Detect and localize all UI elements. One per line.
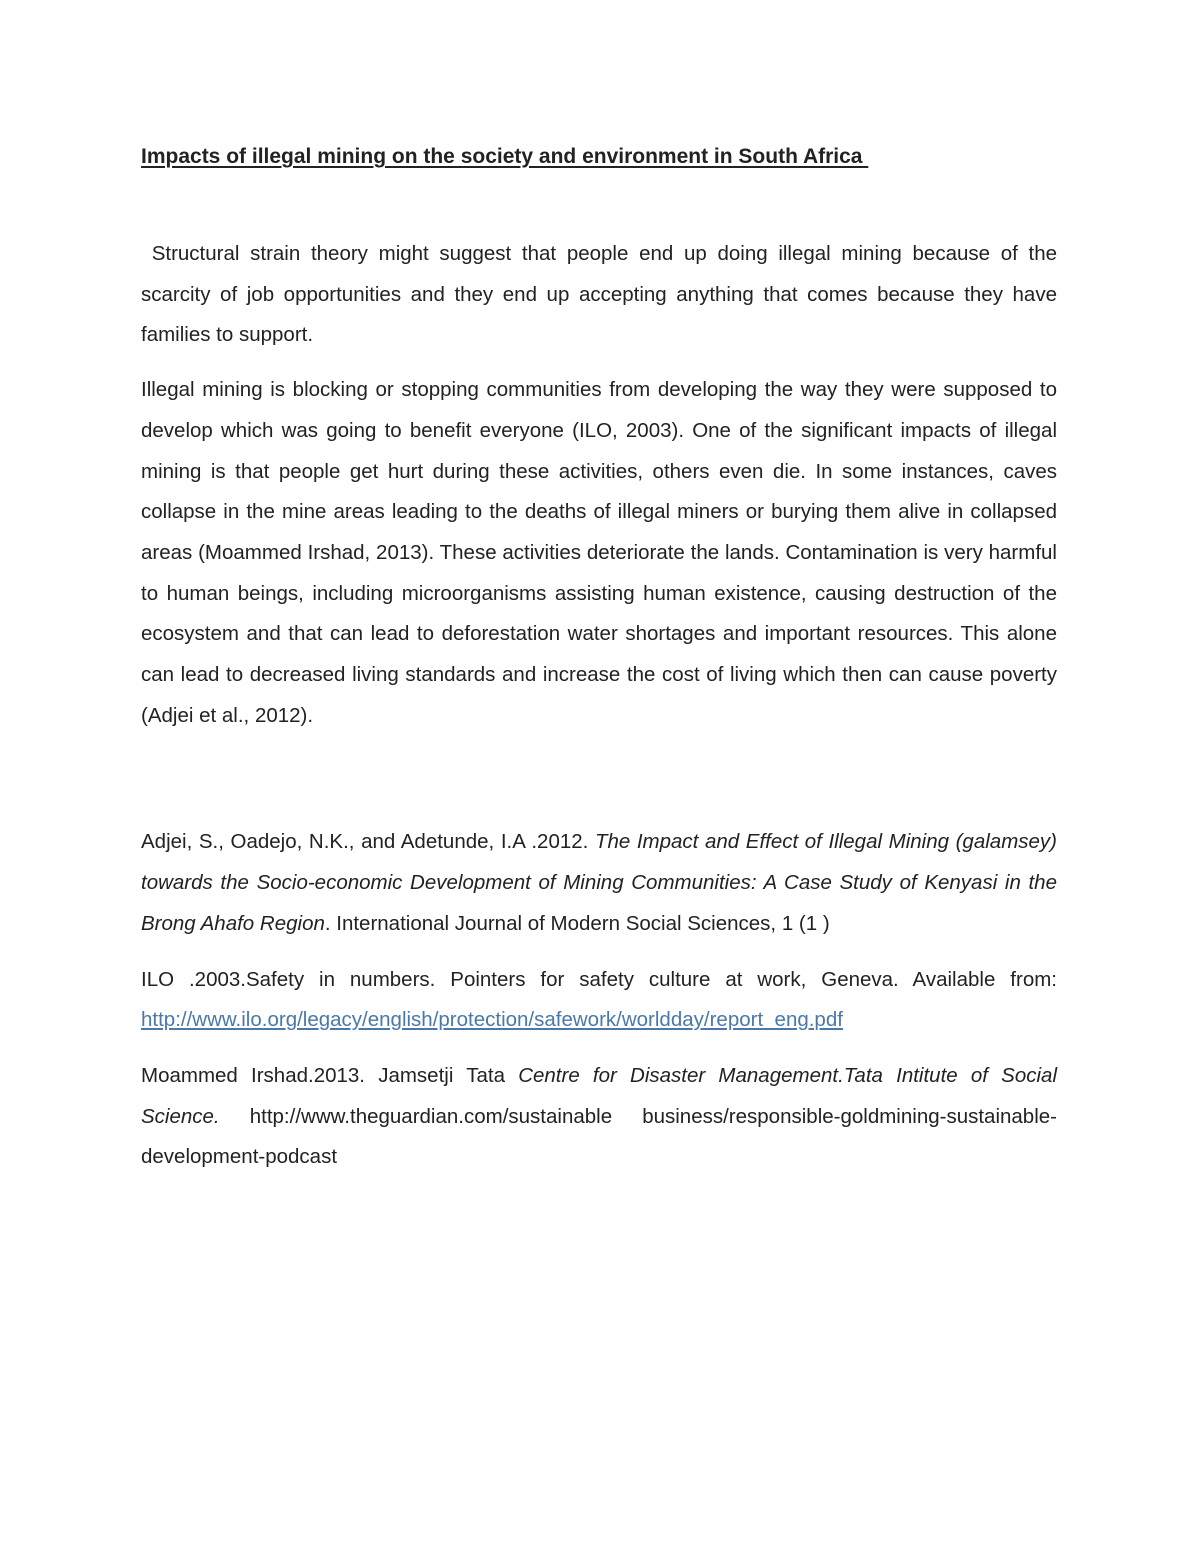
reference-adjei [141, 822, 1057, 944]
reference-irshad-author: Moammed Irshad.2013. Jamsetji Tata [141, 1063, 519, 1087]
reference-adjei-title: The Impact and Effect of Illegal Mining (galamsey) towards the Socio-economic Development of Mining Communities: A Case Study of Kenyasi in the Brong Ahafo Region [141, 830, 1057, 935]
paragraph-impacts: Illegal mining is blocking or stopping communities from developing the way they were supposed to develop which was going to benefit everyone (ILO, 2003). One of the significant impacts of illegal mining is that people get hurt during these activities, others even die. In some instances, caves collapse in the mine areas leading to the deaths of illegal miners or burying them alive in collapsed areas (Moammed Irshad, 2013). These activities deteriorate the lands. Contamination is very harmful to human beings, including microorganisms assisting human existence, causing destruction of the ecosystem and that can lead to deforestation water shortages and important resources. This alone can lead to decreased living standards and increase the cost of living which then can cause poverty (Adjei et al., 2012). [141, 378, 1057, 727]
reference-ilo [141, 960, 1057, 1041]
reference-irshad [141, 1056, 1057, 1178]
reference-irshad-url: http://www.theguardian.com/sustainable business/responsible-goldmining-sustainable-development-podcast [141, 1104, 1057, 1169]
reference-adjei-authors: Adjei, S., Oadejo, N.K., and Adetunde, I.A .2012. [141, 830, 595, 854]
reference-ilo-text: ILO .2003.Safety in numbers. Pointers for safety culture at work, Geneva. Available from: [141, 967, 1057, 991]
paragraph-strain-theory: Structural strain theory might suggest that people end up doing illegal mining because of the scarcity of job opportunities and they end up accepting anything that comes because they have families to support. [141, 242, 1063, 347]
document-title: Impacts of illegal mining on the society and environment in South Africa [141, 145, 869, 168]
document-page [141, 140, 1063, 1178]
reference-list [141, 822, 1057, 1178]
reference-adjei-journal: . International Journal of Modern Social Sciences, 1 (1 ) [324, 911, 830, 935]
reference-ilo-link[interactable]: http://www.ilo.org/legacy/english/protection/safework/worldday/report_eng.pdf [141, 1008, 843, 1032]
reference-irshad-title: Centre for Disaster Management.Tata Intitute of Social Science. [141, 1063, 1057, 1128]
